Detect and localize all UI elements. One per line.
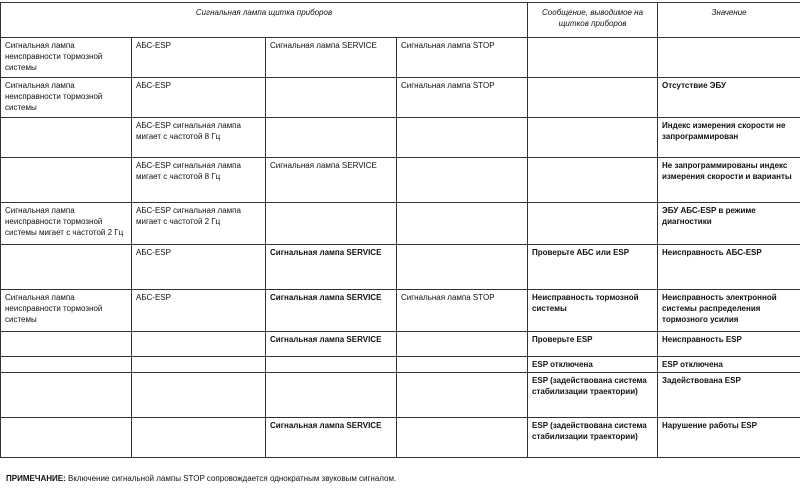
table-cell: АБС-ESP (132, 245, 266, 290)
table-cell: Неисправность тормозной системы (528, 290, 658, 332)
header-row (1, 3, 800, 38)
table-cell (528, 78, 658, 118)
table-cell (132, 357, 266, 373)
table-body (1, 38, 800, 458)
table-cell (1, 418, 132, 458)
table-cell: ЭБУ АБС-ESP в режиме диагностики (658, 203, 800, 245)
table-cell: Сигнальная лампа STOP (397, 290, 528, 332)
table-cell (1, 332, 132, 357)
table-cell: Задействована ESP (658, 373, 800, 418)
table-cell: Сигнальная лампа неисправности тормозной системы (1, 290, 132, 332)
table-cell: Не запрограммированы индекс измерения скорости и варианты (658, 158, 800, 203)
table-cell: Отсутствие ЭБУ (658, 78, 800, 118)
table-cell (1, 373, 132, 418)
table-row (1, 332, 800, 357)
header-lamps: Сигнальная лампа щитка приборов (1, 3, 528, 38)
table-cell: Сигнальная лампа неисправности тормозной системы (1, 78, 132, 118)
table-cell: Неисправность ESP (658, 332, 800, 357)
table-cell: Сигнальная лампа SERVICE (266, 245, 397, 290)
table-cell (266, 373, 397, 418)
table-cell (132, 332, 266, 357)
table-cell (1, 158, 132, 203)
table-cell: Сигнальная лампа неисправности тормозной системы (1, 38, 132, 78)
table-cell (132, 373, 266, 418)
table-cell: Сигнальная лампа SERVICE (266, 332, 397, 357)
footnote-text: Включение сигнальной лампы STOP сопровождается однократным звуковым сигналом. (68, 474, 397, 483)
table-cell: ESP (задействована система стабилизации траектории) (528, 418, 658, 458)
table-row (1, 158, 800, 203)
table-cell (397, 158, 528, 203)
table-cell (528, 158, 658, 203)
table-cell (132, 418, 266, 458)
lamp-table (0, 2, 800, 458)
table-cell (266, 118, 397, 158)
table-cell: Нарушение работы ESP (658, 418, 800, 458)
table-cell: Сигнальная лампа SERVICE (266, 418, 397, 458)
table-cell (528, 118, 658, 158)
table-cell: Проверьте ESP (528, 332, 658, 357)
table-row (1, 357, 800, 373)
table-cell: Неисправность электронной системы распределения тормозного усилия (658, 290, 800, 332)
table-cell: АБС-ESP (132, 290, 266, 332)
table-cell: АБС-ESP сигнальная лампа мигает с частотой 2 Гц (132, 203, 266, 245)
table-cell: ESP отключена (658, 357, 800, 373)
table-cell (397, 245, 528, 290)
header-meaning: Значение (658, 3, 800, 38)
footnote (6, 474, 396, 484)
table-cell: ESP (задействована система стабилизации траектории) (528, 373, 658, 418)
table-cell (1, 118, 132, 158)
table-cell (528, 38, 658, 78)
table-cell (266, 203, 397, 245)
table-cell (397, 418, 528, 458)
table-cell (397, 332, 528, 357)
table-cell (397, 373, 528, 418)
table-cell: АБС-ESP (132, 38, 266, 78)
table-row (1, 373, 800, 418)
table-cell (266, 357, 397, 373)
table-row (1, 245, 800, 290)
table-cell: Сигнальная лампа STOP (397, 78, 528, 118)
table-row (1, 418, 800, 458)
table-cell (397, 357, 528, 373)
table-row (1, 290, 800, 332)
table-cell (266, 78, 397, 118)
table-cell: Сигнальная лампа SERVICE (266, 290, 397, 332)
table-cell: Сигнальная лампа SERVICE (266, 158, 397, 203)
table-row (1, 118, 800, 158)
table-cell: АБС-ESP (132, 78, 266, 118)
table-cell: Сигнальная лампа SERVICE (266, 38, 397, 78)
table-cell: ESP отключена (528, 357, 658, 373)
table-cell: Сигнальная лампа STOP (397, 38, 528, 78)
table-row (1, 203, 800, 245)
table-cell: Проверьте АБС или ESP (528, 245, 658, 290)
table-row (1, 38, 800, 78)
footnote-label: ПРИМЕЧАНИЕ: (6, 474, 66, 483)
table-cell: Сигнальная лампа неисправности тормозной системы мигает с частотой 2 Гц (1, 203, 132, 245)
table-cell (1, 357, 132, 373)
table-row (1, 78, 800, 118)
table-cell (658, 38, 800, 78)
table-cell: АБС-ESP сигнальная лампа мигает с частотой 8 Гц (132, 158, 266, 203)
table-cell: Неисправность АБС-ESP (658, 245, 800, 290)
table-cell (528, 203, 658, 245)
header-message: Сообщение, выводимое на щитков приборов (528, 3, 658, 38)
table-cell (1, 245, 132, 290)
table-cell (397, 203, 528, 245)
table-cell: Индекс измерения скорости не запрограммирован (658, 118, 800, 158)
table-cell: АБС-ESP сигнальная лампа мигает с частотой 8 Гц (132, 118, 266, 158)
table-cell (397, 118, 528, 158)
